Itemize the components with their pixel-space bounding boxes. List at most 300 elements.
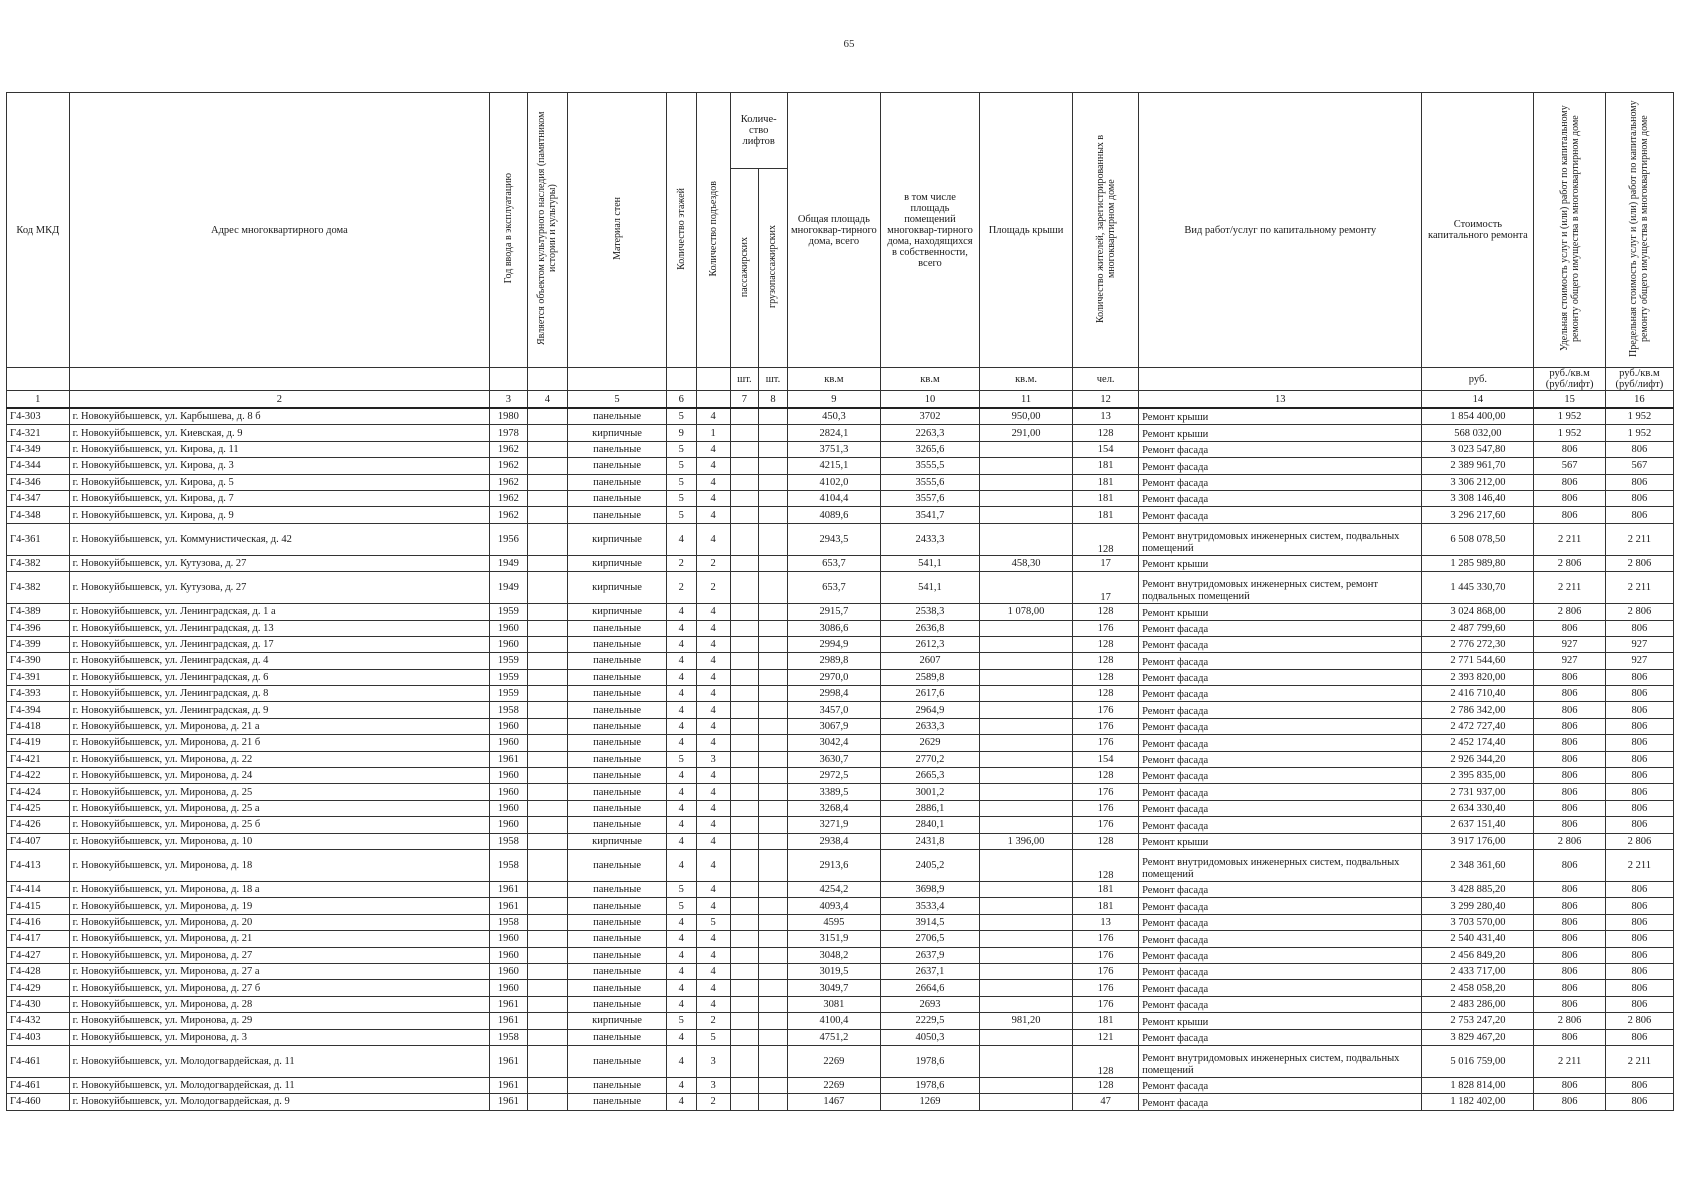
heritage-cell (527, 1045, 568, 1077)
lifts-pass-cell (730, 669, 759, 685)
owned-area-cell: 2229,5 (881, 1013, 980, 1029)
kod-cell: Г4-382 (7, 572, 70, 604)
cost-cell: 2 348 361,60 (1422, 849, 1534, 881)
lifts-pass-cell (730, 523, 759, 555)
entrances-cell: 3 (696, 751, 730, 767)
year-cell: 1958 (490, 1029, 527, 1045)
lifts-cargo-cell (759, 735, 788, 751)
kod-cell: Г4-407 (7, 833, 70, 849)
total-area-cell: 3067,9 (787, 718, 880, 734)
owned-area-cell: 2636,8 (881, 620, 980, 636)
total-area-cell: 3019,5 (787, 963, 880, 979)
roof-area-cell (979, 458, 1072, 474)
material-cell: кирпичные (568, 1013, 667, 1029)
residents-cell: 128 (1073, 636, 1139, 652)
cost-cell: 3 024 868,00 (1422, 604, 1534, 620)
address-cell: г. Новокуйбышевск, ул. Молодогвардейская, д. 9 (69, 1094, 490, 1110)
cost-cell: 2 395 835,00 (1422, 768, 1534, 784)
table-row (7, 669, 1674, 685)
header-heritage: Является объектом культурного наследия (памятником истории и культуры) (527, 93, 568, 368)
residents-cell: 181 (1073, 881, 1139, 897)
year-cell: 1956 (490, 523, 527, 555)
lifts-pass-cell (730, 1094, 759, 1110)
entrances-cell: 3 (696, 1045, 730, 1077)
residents-cell: 176 (1073, 800, 1139, 816)
heritage-cell (527, 441, 568, 457)
kod-cell: Г4-389 (7, 604, 70, 620)
total-area-cell: 4751,2 (787, 1029, 880, 1045)
lifts-cargo-cell (759, 1094, 788, 1110)
lifts-cargo-cell (759, 751, 788, 767)
column-number: 12 (1073, 391, 1139, 409)
residents-cell: 176 (1073, 931, 1139, 947)
roof-area-cell (979, 523, 1072, 555)
residents-cell: 181 (1073, 490, 1139, 506)
heritage-cell (527, 898, 568, 914)
total-area-cell: 4254,2 (787, 881, 880, 897)
table-row (7, 817, 1674, 833)
owned-area-cell: 2405,2 (881, 849, 980, 881)
table-row (7, 1094, 1674, 1110)
year-cell: 1959 (490, 604, 527, 620)
lifts-pass-cell (730, 947, 759, 963)
header-row (7, 93, 1674, 169)
entrances-cell: 4 (696, 996, 730, 1012)
work-type-cell: Ремонт фасада (1139, 996, 1422, 1012)
lifts-cargo-cell (759, 555, 788, 571)
floors-cell: 9 (666, 425, 696, 441)
address-cell: г. Новокуйбышевск, ул. Миронова, д. 29 (69, 1013, 490, 1029)
owned-area-cell: 2263,3 (881, 425, 980, 441)
total-area-cell: 3151,9 (787, 931, 880, 947)
work-type-cell: Ремонт фасада (1139, 620, 1422, 636)
residents-cell: 128 (1073, 686, 1139, 702)
entrances-cell: 4 (696, 441, 730, 457)
heritage-cell (527, 425, 568, 441)
unit-cost-cell: 806 (1534, 702, 1605, 718)
year-cell: 1960 (490, 947, 527, 963)
lifts-cargo-cell (759, 833, 788, 849)
lifts-cargo-cell (759, 572, 788, 604)
kod-cell: Г4-427 (7, 947, 70, 963)
kod-cell: Г4-422 (7, 768, 70, 784)
table-row (7, 441, 1674, 457)
owned-area-cell: 3698,9 (881, 881, 980, 897)
total-area-cell: 2915,7 (787, 604, 880, 620)
owned-area-cell: 2629 (881, 735, 980, 751)
owned-area-cell: 2770,2 (881, 751, 980, 767)
material-cell: панельные (568, 1029, 667, 1045)
table-row (7, 751, 1674, 767)
roof-area-cell (979, 490, 1072, 506)
limit-cost-cell: 806 (1605, 996, 1673, 1012)
kod-cell: Г4-382 (7, 555, 70, 571)
residents-cell: 128 (1073, 1045, 1139, 1077)
lifts-cargo-cell (759, 881, 788, 897)
material-cell: панельные (568, 490, 667, 506)
table-row (7, 1013, 1674, 1029)
address-cell: г. Новокуйбышевск, ул. Ленинградская, д. 8 (69, 686, 490, 702)
unit-cost-cell: 806 (1534, 441, 1605, 457)
address-cell: г. Новокуйбышевск, ул. Миронова, д. 24 (69, 768, 490, 784)
cost-cell: 2 786 342,00 (1422, 702, 1534, 718)
heritage-cell (527, 572, 568, 604)
unit-cost-cell: 2 211 (1534, 523, 1605, 555)
owned-area-cell: 2538,3 (881, 604, 980, 620)
lifts-cargo-cell (759, 408, 788, 425)
lifts-cargo-cell (759, 963, 788, 979)
floors-cell: 5 (666, 1013, 696, 1029)
owned-area-cell: 2637,1 (881, 963, 980, 979)
lifts-pass-cell (730, 784, 759, 800)
heritage-cell (527, 507, 568, 523)
unit-cost-cell: 806 (1534, 490, 1605, 506)
owned-area-cell: 541,1 (881, 572, 980, 604)
year-cell: 1960 (490, 784, 527, 800)
cost-cell: 3 296 217,60 (1422, 507, 1534, 523)
total-area-cell: 1467 (787, 1094, 880, 1110)
roof-area-cell (979, 817, 1072, 833)
floors-cell: 2 (666, 572, 696, 604)
column-number: 5 (568, 391, 667, 409)
lifts-pass-cell (730, 702, 759, 718)
year-cell: 1960 (490, 931, 527, 947)
lifts-cargo-cell (759, 702, 788, 718)
lifts-cargo-cell (759, 1045, 788, 1077)
owned-area-cell: 2617,6 (881, 686, 980, 702)
lifts-pass-cell (730, 1029, 759, 1045)
material-cell: панельные (568, 620, 667, 636)
work-type-cell: Ремонт фасада (1139, 474, 1422, 490)
floors-cell: 5 (666, 474, 696, 490)
lifts-pass-cell (730, 408, 759, 425)
header-year: Год ввода в эксплуатацию (490, 93, 527, 368)
owned-area-cell: 2607 (881, 653, 980, 669)
address-cell: г. Новокуйбышевск, ул. Миронова, д. 3 (69, 1029, 490, 1045)
kod-cell: Г4-394 (7, 702, 70, 718)
address-cell: г. Новокуйбышевск, ул. Миронова, д. 25 (69, 784, 490, 800)
heritage-cell (527, 523, 568, 555)
unit-cost-cell: 806 (1534, 914, 1605, 930)
heritage-cell (527, 768, 568, 784)
unit-cost-cell: 927 (1534, 653, 1605, 669)
work-type-cell: Ремонт фасада (1139, 931, 1422, 947)
unit-cost-cell: 2 806 (1534, 604, 1605, 620)
address-cell: г. Новокуйбышевск, ул. Ленинградская, д. 1 а (69, 604, 490, 620)
work-type-cell: Ремонт фасада (1139, 507, 1422, 523)
entrances-cell: 4 (696, 849, 730, 881)
floors-cell: 4 (666, 636, 696, 652)
entrances-cell: 4 (696, 980, 730, 996)
owned-area-cell: 2633,3 (881, 718, 980, 734)
material-cell: кирпичные (568, 833, 667, 849)
entrances-cell: 5 (696, 1029, 730, 1045)
roof-area-cell (979, 800, 1072, 816)
roof-area-cell (979, 653, 1072, 669)
lifts-cargo-cell (759, 996, 788, 1012)
kod-cell: Г4-425 (7, 800, 70, 816)
work-type-cell: Ремонт внутридомовых инженерных систем, ремонт подвальных помещений (1139, 572, 1422, 604)
limit-cost-cell: 2 211 (1605, 523, 1673, 555)
column-number: 1 (7, 391, 70, 409)
heritage-cell (527, 474, 568, 490)
work-type-cell: Ремонт фасада (1139, 490, 1422, 506)
heritage-cell (527, 702, 568, 718)
limit-cost-cell: 806 (1605, 817, 1673, 833)
total-area-cell: 450,3 (787, 408, 880, 425)
address-cell: г. Новокуйбышевск, ул. Ленинградская, д. 9 (69, 702, 490, 718)
floors-cell: 4 (666, 833, 696, 849)
header-unit-cost: Удельная стоимость услуг и (или) работ по капитальному ремонту общего имущества в многоквартирном доме (1534, 93, 1605, 368)
kod-cell: Г4-432 (7, 1013, 70, 1029)
cost-cell: 1 182 402,00 (1422, 1094, 1534, 1110)
owned-area-cell: 3001,2 (881, 784, 980, 800)
owned-area-cell: 2693 (881, 996, 980, 1012)
cost-cell: 2 452 174,40 (1422, 735, 1534, 751)
table-row (7, 947, 1674, 963)
column-number: 4 (527, 391, 568, 409)
entrances-cell: 4 (696, 881, 730, 897)
header-floors: Количество этажей (666, 93, 696, 368)
year-cell: 1961 (490, 881, 527, 897)
lifts-cargo-cell (759, 474, 788, 490)
material-cell: панельные (568, 669, 667, 685)
kod-cell: Г4-413 (7, 849, 70, 881)
work-type-cell: Ремонт фасада (1139, 653, 1422, 669)
limit-cost-cell: 806 (1605, 474, 1673, 490)
limit-cost-cell: 1 952 (1605, 408, 1673, 425)
year-cell: 1949 (490, 555, 527, 571)
address-cell: г. Новокуйбышевск, ул. Миронова, д. 18 а (69, 881, 490, 897)
residents-cell: 181 (1073, 458, 1139, 474)
heritage-cell (527, 833, 568, 849)
entrances-cell: 4 (696, 686, 730, 702)
material-cell: панельные (568, 931, 667, 947)
address-cell: г. Новокуйбышевск, ул. Кирова, д. 7 (69, 490, 490, 506)
kod-cell: Г4-430 (7, 996, 70, 1012)
roof-area-cell: 950,00 (979, 408, 1072, 425)
heritage-cell (527, 686, 568, 702)
entrances-cell: 4 (696, 963, 730, 979)
unit-sqm: кв.м (787, 368, 880, 391)
residents-cell: 176 (1073, 702, 1139, 718)
owned-area-cell: 3702 (881, 408, 980, 425)
table-row (7, 490, 1674, 506)
total-area-cell: 2824,1 (787, 425, 880, 441)
table-row (7, 458, 1674, 474)
roof-area-cell (979, 636, 1072, 652)
column-number: 13 (1139, 391, 1422, 409)
work-type-cell: Ремонт крыши (1139, 425, 1422, 441)
table-row (7, 768, 1674, 784)
cost-cell: 2 483 286,00 (1422, 996, 1534, 1012)
work-type-cell: Ремонт фасада (1139, 980, 1422, 996)
kod-cell: Г4-396 (7, 620, 70, 636)
material-cell: кирпичные (568, 555, 667, 571)
kod-cell: Г4-347 (7, 490, 70, 506)
roof-area-cell (979, 768, 1072, 784)
lifts-pass-cell (730, 1045, 759, 1077)
limit-cost-cell: 806 (1605, 507, 1673, 523)
residents-cell: 128 (1073, 523, 1139, 555)
table-row (7, 604, 1674, 620)
cost-cell: 1 854 400,00 (1422, 408, 1534, 425)
table-row (7, 523, 1674, 555)
floors-cell: 4 (666, 996, 696, 1012)
limit-cost-cell: 2 806 (1605, 833, 1673, 849)
address-cell: г. Новокуйбышевск, ул. Миронова, д. 21 б (69, 735, 490, 751)
roof-area-cell (979, 1029, 1072, 1045)
floors-cell: 4 (666, 1029, 696, 1045)
unit-cost-cell: 2 806 (1534, 833, 1605, 849)
entrances-cell: 4 (696, 800, 730, 816)
work-type-cell: Ремонт фасада (1139, 768, 1422, 784)
work-type-cell: Ремонт фасада (1139, 1094, 1422, 1110)
work-type-cell: Ремонт фасада (1139, 441, 1422, 457)
total-area-cell: 4595 (787, 914, 880, 930)
roof-area-cell (979, 474, 1072, 490)
heritage-cell (527, 718, 568, 734)
table-row (7, 881, 1674, 897)
limit-cost-cell: 2 806 (1605, 604, 1673, 620)
year-cell: 1960 (490, 620, 527, 636)
roof-area-cell (979, 881, 1072, 897)
limit-cost-cell: 806 (1605, 914, 1673, 930)
column-number: 11 (979, 391, 1072, 409)
address-cell: г. Новокуйбышевск, ул. Миронова, д. 21 а (69, 718, 490, 734)
limit-cost-cell: 927 (1605, 653, 1673, 669)
unit-cell (69, 368, 490, 391)
floors-cell: 4 (666, 980, 696, 996)
unit-cell (666, 368, 696, 391)
residents-cell: 181 (1073, 1013, 1139, 1029)
total-area-cell: 2943,5 (787, 523, 880, 555)
table-row (7, 474, 1674, 490)
unit-cost-cell: 806 (1534, 996, 1605, 1012)
owned-area-cell: 2665,3 (881, 768, 980, 784)
unit-cost-cell: 2 806 (1534, 555, 1605, 571)
cost-cell: 1 285 989,80 (1422, 555, 1534, 571)
floors-cell: 4 (666, 784, 696, 800)
unit-cost-cell: 927 (1534, 636, 1605, 652)
address-cell: г. Новокуйбышевск, ул. Миронова, д. 27 б (69, 980, 490, 996)
limit-cost-cell: 2 211 (1605, 849, 1673, 881)
work-type-cell: Ремонт внутридомовых инженерных систем, подвальных помещений (1139, 523, 1422, 555)
heritage-cell (527, 800, 568, 816)
address-cell: г. Новокуйбышевск, ул. Ленинградская, д. 17 (69, 636, 490, 652)
lifts-pass-cell (730, 735, 759, 751)
unit-sqm: кв.м (881, 368, 980, 391)
unit-pcs: шт. (759, 368, 788, 391)
unit-cost-cell: 806 (1534, 718, 1605, 734)
unit-cell (527, 368, 568, 391)
work-type-cell: Ремонт крыши (1139, 408, 1422, 425)
entrances-cell: 4 (696, 408, 730, 425)
residents-cell: 128 (1073, 669, 1139, 685)
floors-cell: 5 (666, 441, 696, 457)
header-owned-area: в том числе площадь помещений многоквар-тирного дома, находящихся в собственности, всего (881, 93, 980, 368)
kod-cell: Г4-399 (7, 636, 70, 652)
table-row (7, 914, 1674, 930)
heritage-cell (527, 963, 568, 979)
heritage-cell (527, 490, 568, 506)
year-cell: 1960 (490, 718, 527, 734)
lifts-cargo-cell (759, 441, 788, 457)
table-row (7, 686, 1674, 702)
table-row (7, 1029, 1674, 1045)
year-cell: 1980 (490, 408, 527, 425)
lifts-cargo-cell (759, 980, 788, 996)
total-area-cell: 4100,4 (787, 1013, 880, 1029)
limit-cost-cell: 806 (1605, 702, 1673, 718)
header-material: Материал стен (568, 93, 667, 368)
year-cell: 1958 (490, 833, 527, 849)
total-area-cell: 4104,4 (787, 490, 880, 506)
lifts-pass-cell (730, 572, 759, 604)
lifts-pass-cell (730, 490, 759, 506)
roof-area-cell (979, 1045, 1072, 1077)
entrances-cell: 4 (696, 620, 730, 636)
material-cell: панельные (568, 441, 667, 457)
floors-cell: 4 (666, 800, 696, 816)
lifts-pass-cell (730, 441, 759, 457)
unit-cost-cell: 806 (1534, 474, 1605, 490)
floors-cell: 4 (666, 702, 696, 718)
limit-cost-cell: 927 (1605, 636, 1673, 652)
lifts-pass-cell (730, 604, 759, 620)
floors-cell: 4 (666, 817, 696, 833)
table-row (7, 653, 1674, 669)
roof-area-cell (979, 735, 1072, 751)
year-cell: 1959 (490, 653, 527, 669)
limit-cost-cell: 806 (1605, 441, 1673, 457)
heritage-cell (527, 653, 568, 669)
heritage-cell (527, 881, 568, 897)
owned-area-cell: 3557,6 (881, 490, 980, 506)
cost-cell: 3 023 547,80 (1422, 441, 1534, 457)
residents-cell: 128 (1073, 653, 1139, 669)
unit-cost-cell: 1 952 (1534, 425, 1605, 441)
table-row (7, 996, 1674, 1012)
total-area-cell: 3457,0 (787, 702, 880, 718)
year-cell: 1962 (490, 490, 527, 506)
lifts-pass-cell (730, 881, 759, 897)
header-lifts: Количе-ство лифтов (730, 93, 787, 169)
material-cell: кирпичные (568, 523, 667, 555)
material-cell: панельные (568, 1094, 667, 1110)
kod-cell: Г4-349 (7, 441, 70, 457)
year-cell: 1960 (490, 636, 527, 652)
cost-cell: 2 771 544,60 (1422, 653, 1534, 669)
work-type-cell: Ремонт фасада (1139, 800, 1422, 816)
cost-cell: 2 458 058,20 (1422, 980, 1534, 996)
address-cell: г. Новокуйбышевск, ул. Миронова, д. 25 а (69, 800, 490, 816)
kod-cell: Г4-421 (7, 751, 70, 767)
entrances-cell: 4 (696, 507, 730, 523)
lifts-cargo-cell (759, 947, 788, 963)
unit-cost-cell: 806 (1534, 768, 1605, 784)
entrances-cell: 2 (696, 1094, 730, 1110)
residents-cell: 13 (1073, 408, 1139, 425)
table-row (7, 800, 1674, 816)
unit-cost-cell: 806 (1534, 947, 1605, 963)
unit-rub: руб. (1422, 368, 1534, 391)
table-row (7, 898, 1674, 914)
kod-cell: Г4-393 (7, 686, 70, 702)
lifts-pass-cell (730, 931, 759, 947)
year-cell: 1960 (490, 817, 527, 833)
cost-cell: 2 776 272,30 (1422, 636, 1534, 652)
